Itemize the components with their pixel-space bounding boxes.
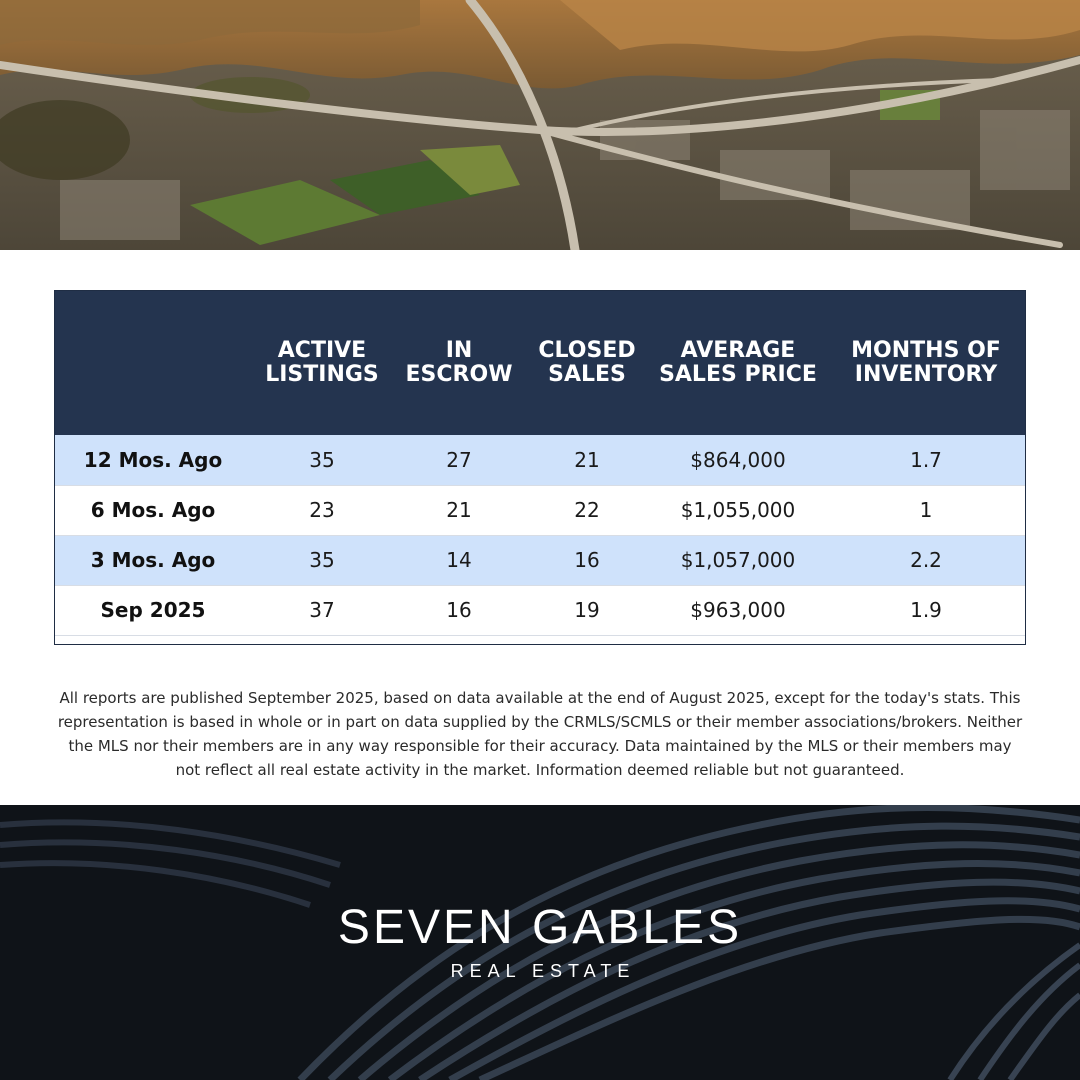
header-months-of-inventory: MONTHS OF INVENTORY xyxy=(851,338,1001,387)
table-row xyxy=(55,585,1025,635)
header-average-sales-price: AVERAGE SALES PRICE xyxy=(659,338,817,387)
header-corner xyxy=(55,291,251,435)
cell-active-listings: 35 xyxy=(251,535,393,585)
table-header-row xyxy=(55,291,1025,435)
cell-average-sales-price: $1,055,000 xyxy=(649,485,827,535)
cell-in-escrow: 21 xyxy=(393,485,525,535)
cell-months-of-inventory: 2.2 xyxy=(827,535,1025,585)
row-label: Sep 2025 xyxy=(55,585,251,635)
cell-active-listings: 23 xyxy=(251,485,393,535)
header-closed-sales: CLOSED SALES xyxy=(538,338,636,387)
row-label: 6 Mos. Ago xyxy=(55,485,251,535)
brand-footer xyxy=(0,805,1080,1080)
disclaimer-text: All reports are published September 2025, based on data available at the end of August 2025, except for the today's stats. This representation is based in whole or in part on data supplied by the CRMLS/SCMLS or their member associations/brokers. Neither the MLS nor their members are in any way responsible for their accuracy. Data maintained by the MLS or their members may not reflect all real estate activity in the market. Information deemed reliable but not guaranteed. xyxy=(57,689,1023,779)
cell-closed-sales: 22 xyxy=(525,485,649,535)
aerial-photo-banner xyxy=(0,0,1080,250)
cell-closed-sales: 16 xyxy=(525,535,649,585)
market-stats-table xyxy=(54,290,1026,645)
cell-in-escrow: 14 xyxy=(393,535,525,585)
brand-name: SEVEN GABLES xyxy=(337,901,743,954)
row-label: 3 Mos. Ago xyxy=(55,535,251,585)
cell-average-sales-price: $1,057,000 xyxy=(649,535,827,585)
brand-logo xyxy=(0,900,1080,982)
cell-in-escrow: 27 xyxy=(393,435,525,485)
cell-months-of-inventory: 1 xyxy=(827,485,1025,535)
cell-closed-sales: 21 xyxy=(525,435,649,485)
cell-average-sales-price: $864,000 xyxy=(649,435,827,485)
cell-in-escrow: 16 xyxy=(393,585,525,635)
table-row xyxy=(55,485,1025,535)
cell-active-listings: 35 xyxy=(251,435,393,485)
table-row xyxy=(55,435,1025,485)
cell-months-of-inventory: 1.9 xyxy=(827,585,1025,635)
cell-average-sales-price: $963,000 xyxy=(649,585,827,635)
cell-active-listings: 37 xyxy=(251,585,393,635)
stats-table xyxy=(55,291,1025,636)
table-row xyxy=(55,535,1025,585)
brand-subtitle: REAL ESTATE xyxy=(450,961,636,981)
header-in-escrow: IN ESCROW xyxy=(405,338,513,387)
header-active-listings: ACTIVE LISTINGS xyxy=(265,338,379,387)
cell-closed-sales: 19 xyxy=(525,585,649,635)
row-label: 12 Mos. Ago xyxy=(55,435,251,485)
cell-months-of-inventory: 1.7 xyxy=(827,435,1025,485)
